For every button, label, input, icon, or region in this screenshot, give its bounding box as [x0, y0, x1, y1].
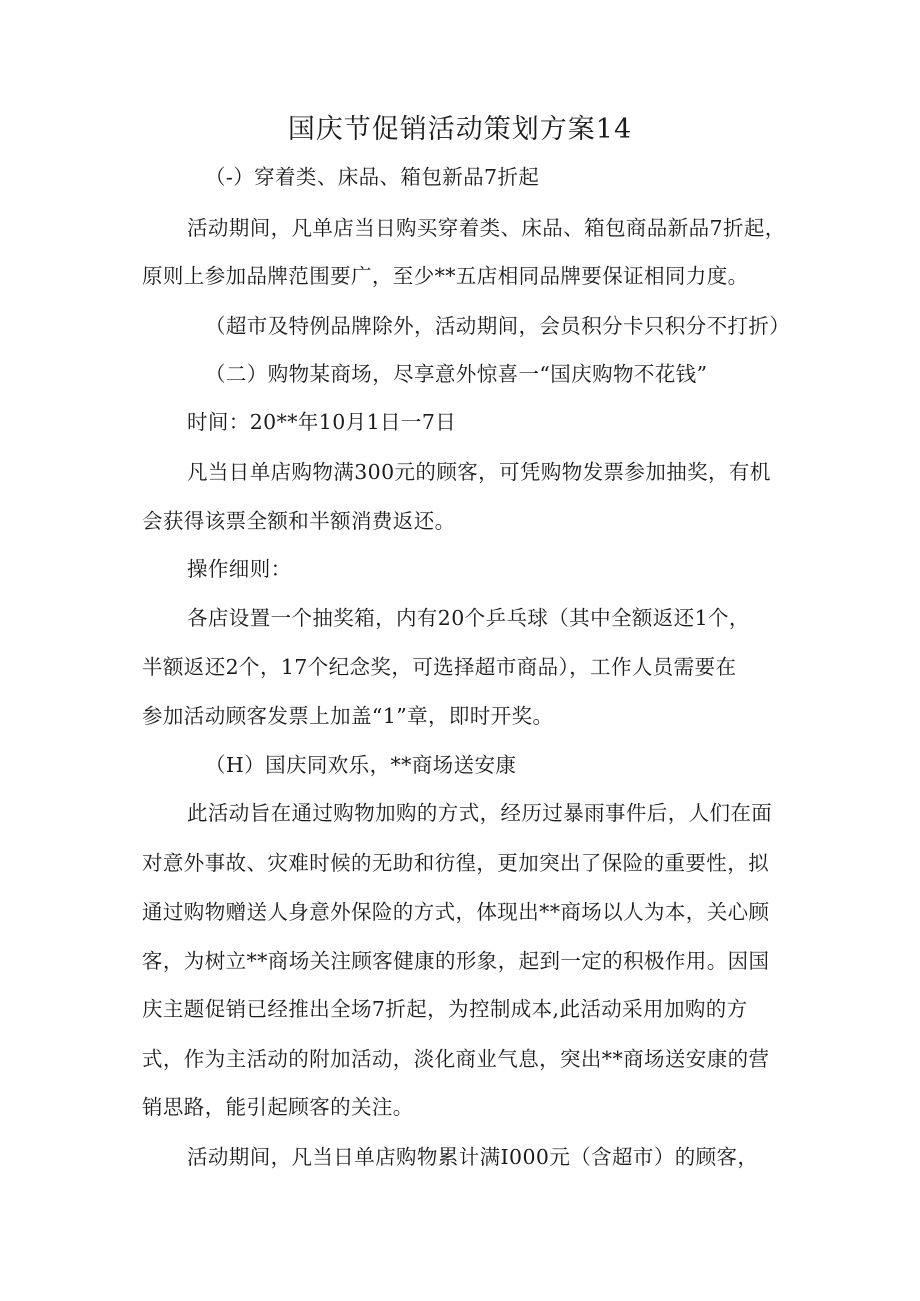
paragraph-line: 各店设置一个抽奖箱，内有20个乒乓球（其中全额返还1个， [187, 606, 750, 630]
paragraph-line: 庆主题促销已经推出全场7折起，为控制成本,此活动采用加购的方 [142, 997, 748, 1021]
paragraph-line: 式，作为主活动的附加活动，淡化商业气息，突出**商场送安康的营 [142, 1047, 770, 1071]
paragraph-line: 销思路，能引起顾客的关注。 [142, 1095, 414, 1119]
paragraph-line: 活动期间，凡单店当日购买穿着类、床品、箱包商品新品7折起， [187, 216, 786, 240]
paragraph-line: 会获得该票全额和半额消费返还。 [142, 509, 456, 533]
paragraph-line: 半额返还2个，17个纪念奖，可选择超市商品），工作人员需要在 [142, 655, 737, 679]
document-title: 国庆节促销活动策划方案14 [287, 114, 633, 145]
section-heading-1: （-）穿着类、床品、箱包新品7折起 [205, 165, 540, 189]
paragraph-line: 操作细则： [187, 557, 292, 581]
paragraph-line: 原则上参加品牌范围要广，至少**五店相同品牌要保证相同力度。 [142, 264, 749, 288]
paragraph-line: 时间：20**年10月1日一7日 [187, 410, 457, 434]
section-heading-2: （二）购物某商场，尽享意外惊喜一“国庆购物不花钱” [205, 362, 708, 386]
paragraph-line: 参加活动顾客发票上加盖“1”章，即时开奖。 [142, 704, 554, 728]
paragraph-line: 活动期间，凡当日单店购物累计满I000元（含超市）的顾客， [187, 1145, 759, 1169]
paragraph-line: 此活动旨在通过购物加购的方式，经历过暴雨事件后，人们在面 [187, 801, 773, 825]
section-heading-3: （H）国庆同欢乐，**商场送安康 [205, 753, 517, 777]
paragraph-line: 凡当日单店购物满300元的顾客，可凭购物发票参加抽奖，有机 [187, 460, 771, 484]
paragraph-line: 客，为树立**商场关注顾客健康的形象，起到一定的积极作用。因国 [142, 949, 770, 973]
paragraph-line: （超市及特例品牌除外，活动期间，会员积分卡只积分不打折） [205, 314, 791, 338]
paragraph-line: 对意外事故、灾难时候的无助和彷徨，更加突出了保险的重要性，拟 [142, 851, 769, 875]
paragraph-line: 通过购物赠送人身意外保险的方式，体现出**商场以人为本，关心顾 [142, 900, 770, 924]
